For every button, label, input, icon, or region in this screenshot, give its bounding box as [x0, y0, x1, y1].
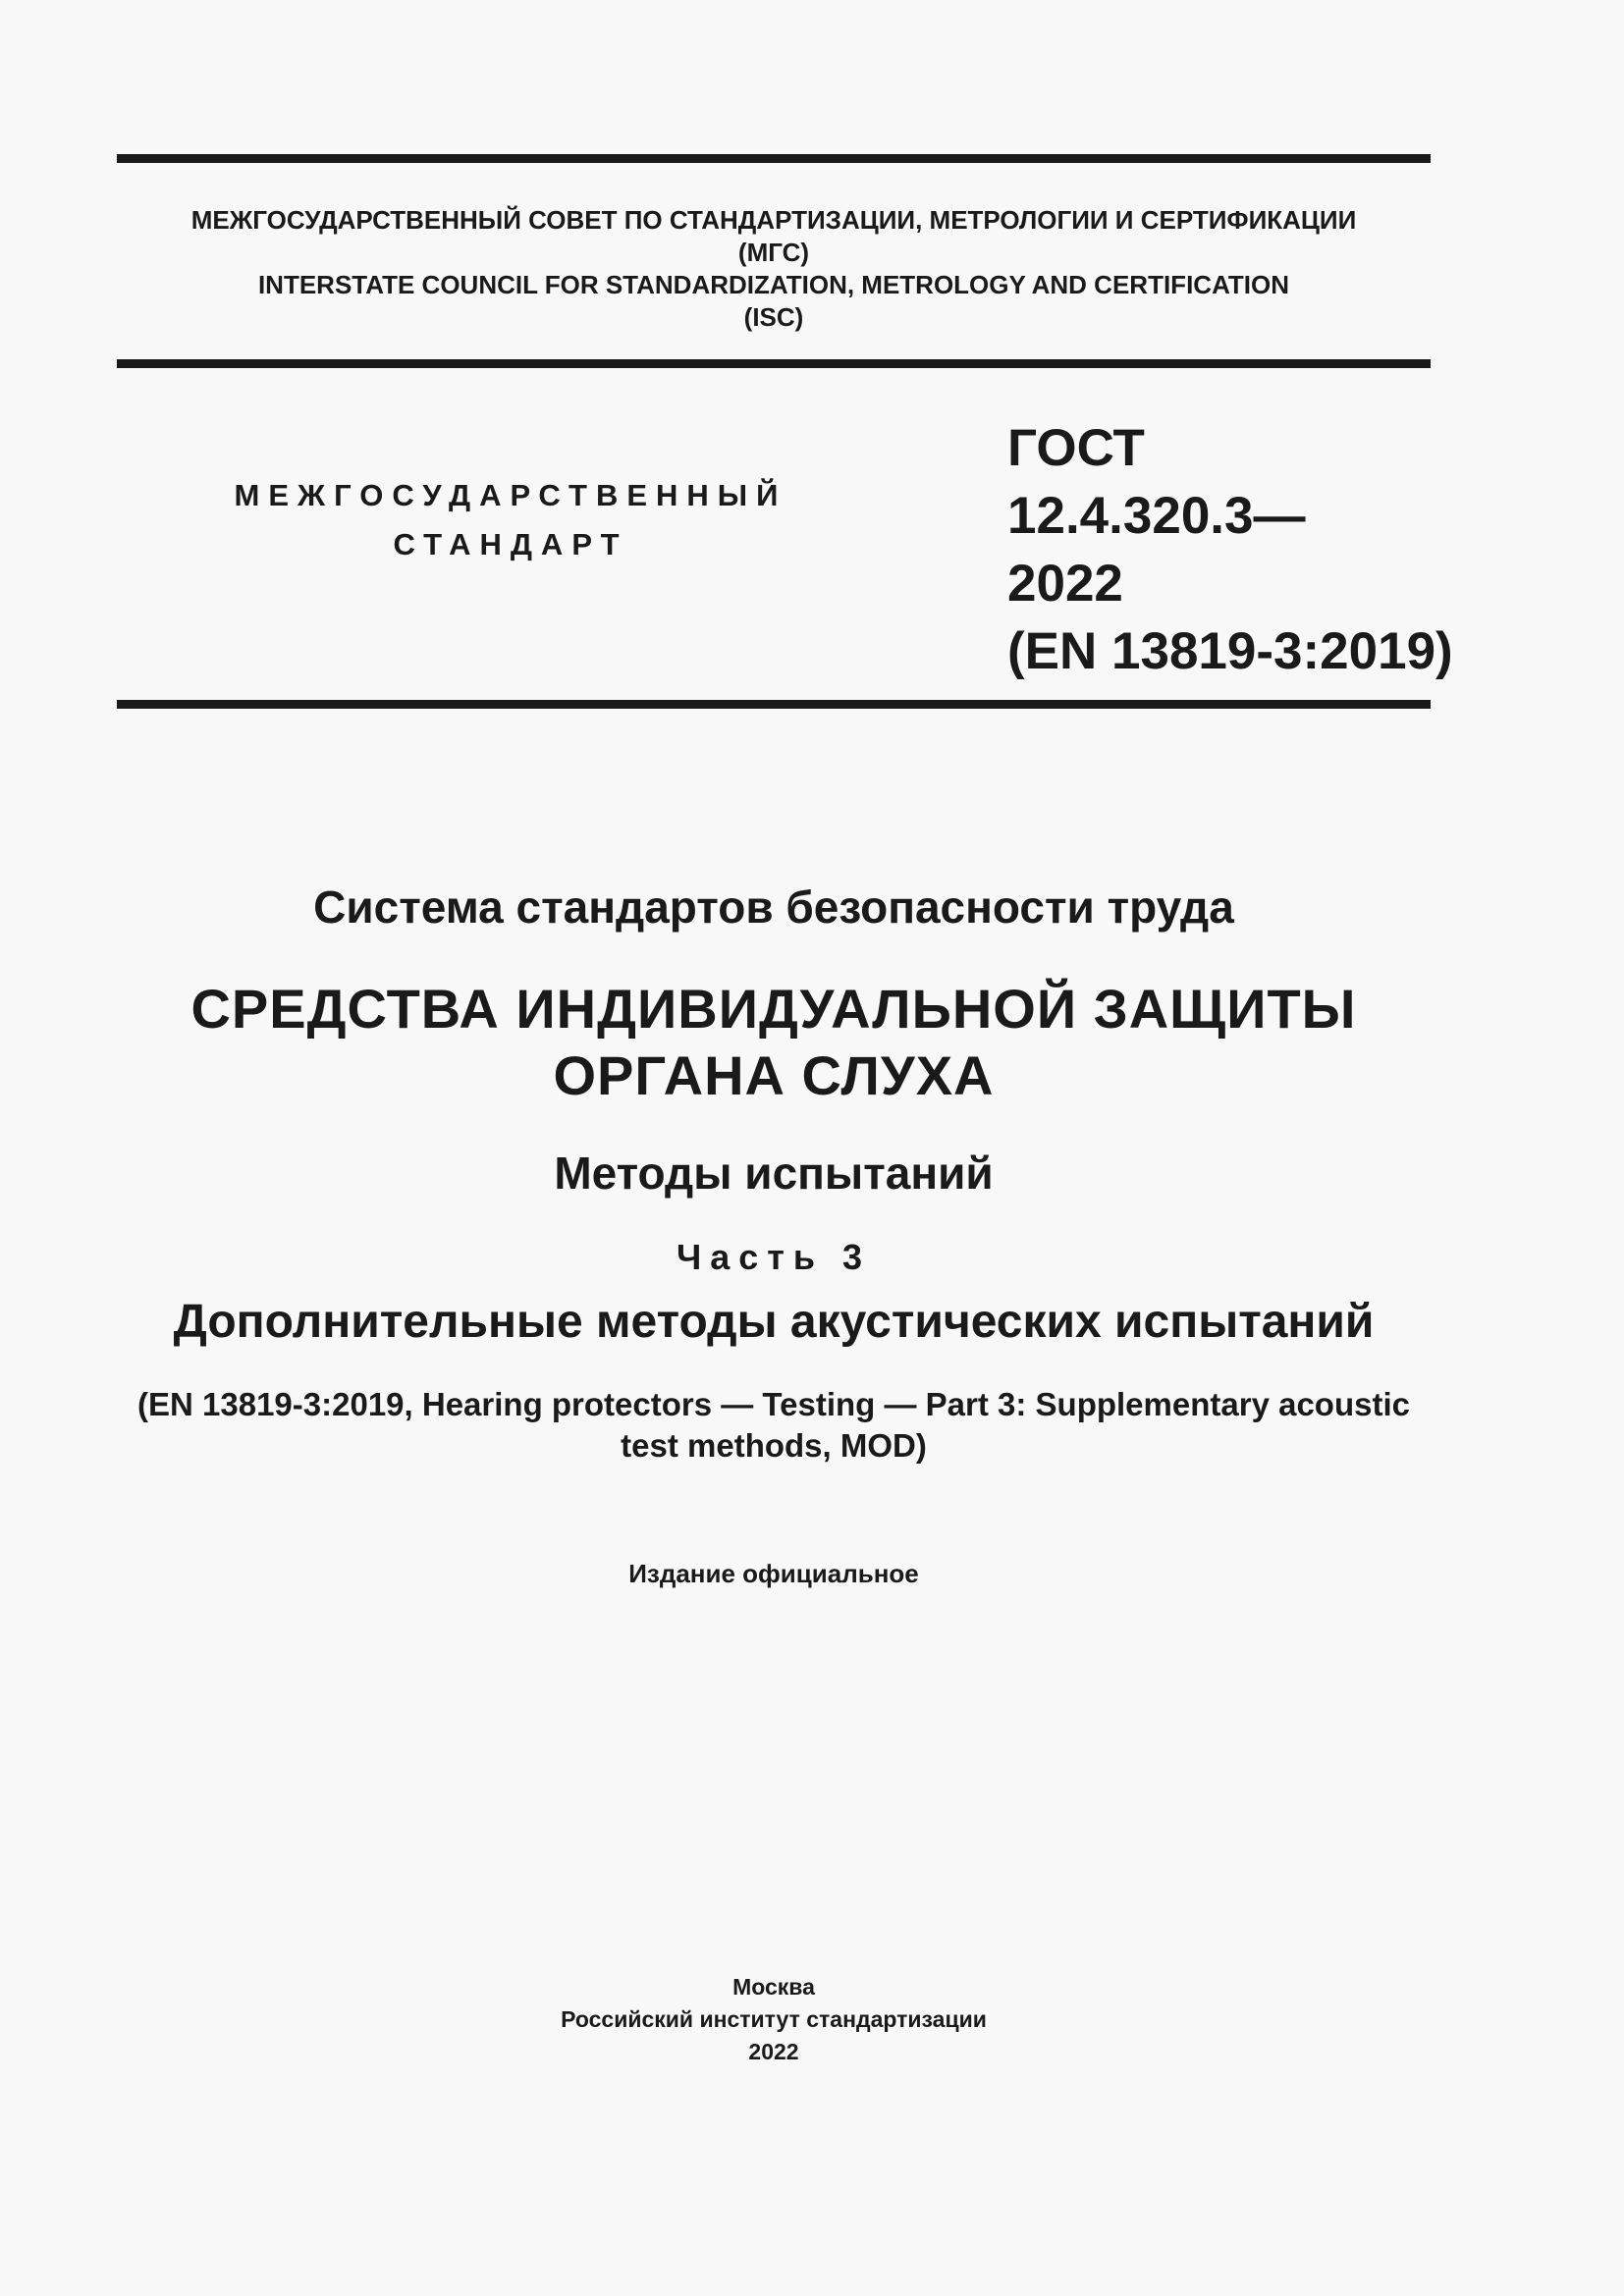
gost-line2: 12.4.320.3— [1007, 487, 1306, 545]
publisher-institute: Российский институт стандартизации [561, 2006, 987, 2032]
reference-line1: (EN 13819-3:2019, Hearing protectors — Testing — Part 3: Supplementary acoustic [137, 1386, 1410, 1422]
council-abbr-en: (ISC) [743, 302, 804, 332]
council-header [117, 204, 1431, 334]
part-title: Дополнительные методы акустических испытаний [173, 1296, 1375, 1348]
council-abbr-ru: (МГС) [737, 238, 810, 267]
edition-label: Издание официальное [628, 1559, 919, 1588]
designation-rule [117, 700, 1431, 709]
council-name-ru: МЕЖГОСУДАРСТВЕННЫЙ СОВЕТ ПО СТАНДАРТИЗАЦИИ, МЕТРОЛОГИИ И СЕРТИФИКАЦИИ [190, 205, 1357, 235]
part-label: Часть 3 [676, 1237, 872, 1277]
main-title-line1: СРЕДСТВА ИНДИВИДУАЛЬНОЙ ЗАЩИТЫ [190, 978, 1357, 1040]
publisher-year: 2022 [748, 2039, 799, 2064]
publisher-city: Москва [732, 1974, 815, 2000]
standard-type [196, 471, 825, 569]
gost-designation [1007, 414, 1453, 685]
gost-line4: (EN 13819-3:2019) [1007, 622, 1453, 680]
top-rule [117, 154, 1431, 163]
gost-line1: ГОСТ [1007, 419, 1145, 477]
reference-line2: test methods, MOD) [621, 1427, 927, 1464]
gost-line3: 2022 [1007, 555, 1123, 613]
main-title-line2: ОРГАНА СЛУХА [553, 1044, 995, 1106]
methods-title: Методы испытаний [554, 1148, 994, 1199]
standard-type-line1: МЕЖГОСУДАРСТВЕННЫЙ [234, 478, 787, 512]
publisher-block [0, 1971, 1547, 2068]
international-reference [0, 1384, 1547, 1467]
main-title [0, 976, 1547, 1109]
council-rule [117, 359, 1431, 368]
series-title: Система стандартов безопасности труда [313, 881, 1234, 933]
standard-type-line2: СТАНДАРТ [393, 527, 628, 561]
council-name-en: INTERSTATE COUNCIL FOR STANDARDIZATION, METROLOGY AND CERTIFICATION [257, 270, 1290, 299]
